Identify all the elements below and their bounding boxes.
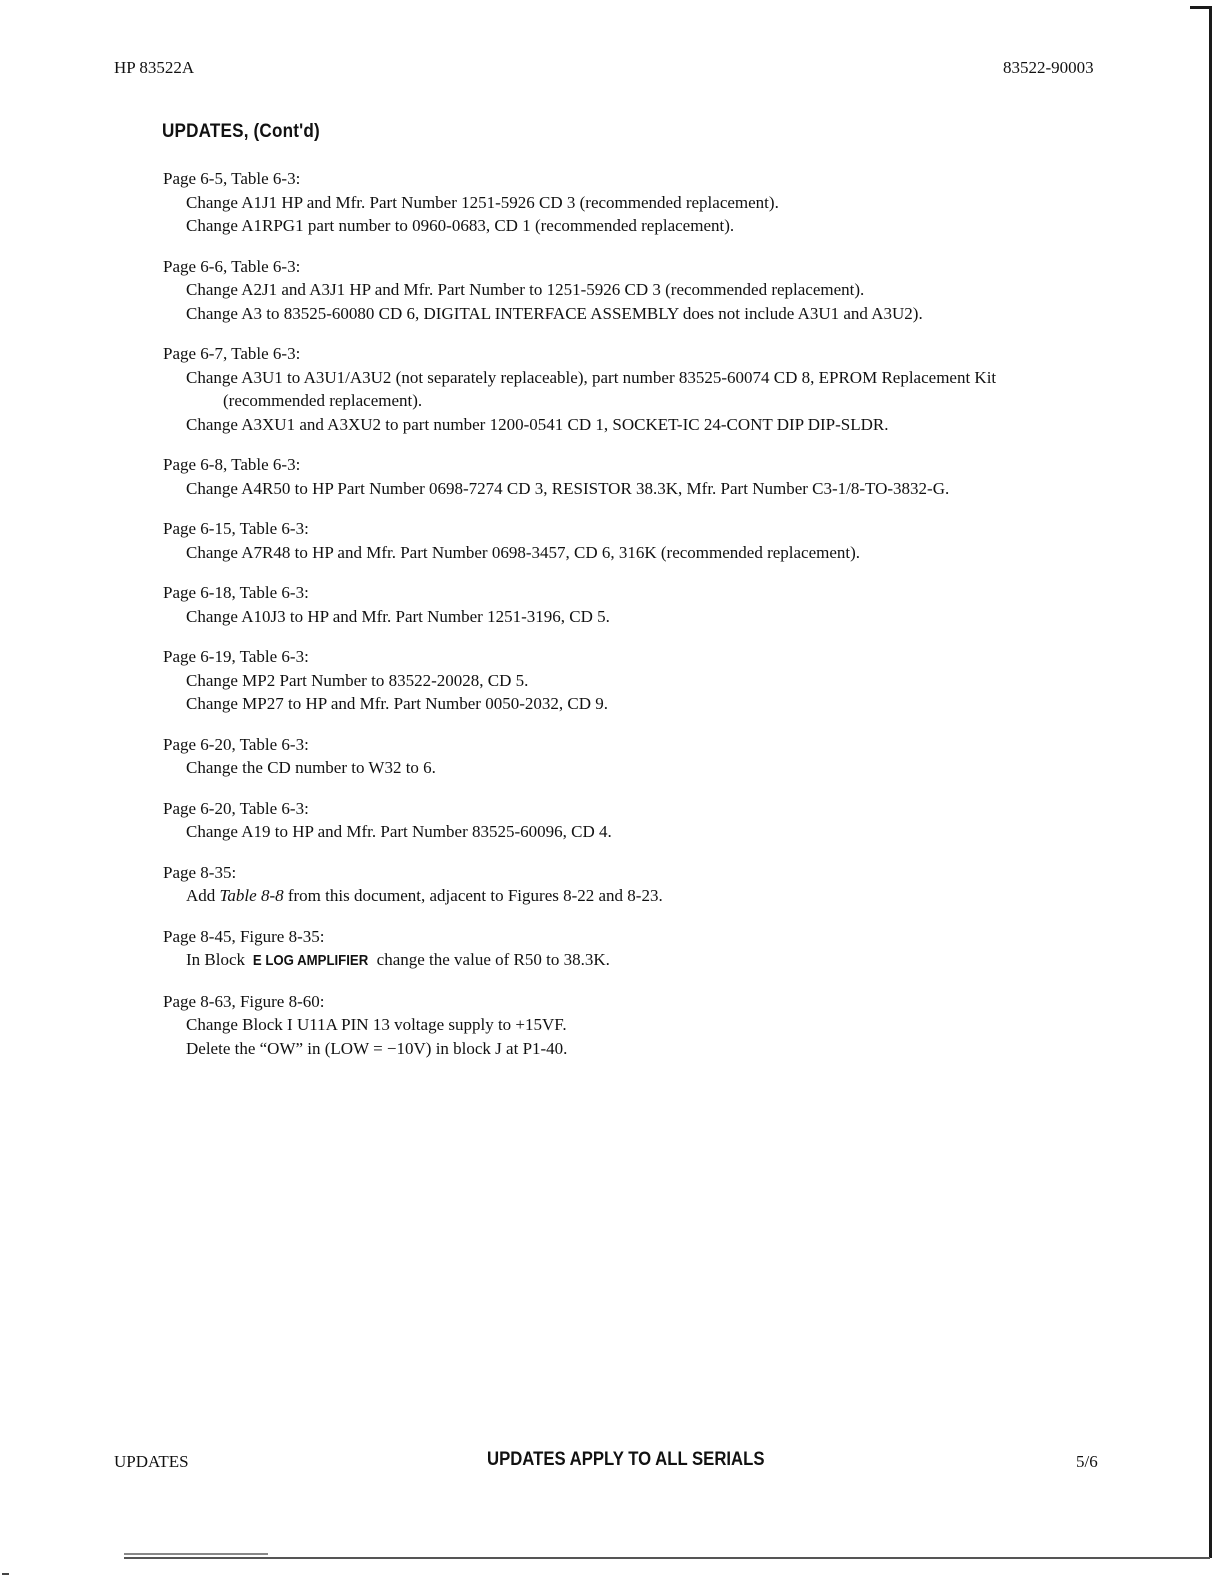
update-entry — [163, 453, 1073, 500]
change-line: Change A19 to HP and Mfr. Part Number 83525-60096, CD 4. — [186, 822, 612, 841]
update-entry — [163, 861, 1073, 908]
page-reference: Page 6-19, Table 6-3: — [163, 647, 309, 666]
page-reference: Page 6-5, Table 6-3: — [163, 169, 301, 188]
change-text: change the value of R50 to 38.3K. — [372, 950, 610, 969]
page-number: 5/6 — [1076, 1452, 1098, 1471]
change-line: Change A2J1 and A3J1 HP and Mfr. Part Number to 1251-5926 CD 3 (recommended replacement). — [186, 280, 865, 299]
bottom-rule-short — [124, 1553, 268, 1555]
change-line: Change A7R48 to HP and Mfr. Part Number 0698-3457, CD 6, 316K (recommended replacement). — [186, 542, 861, 562]
updates-list — [163, 167, 1073, 1077]
change-line — [186, 948, 1073, 973]
footer-notice: UPDATES APPLY TO ALL SERIALS — [487, 1449, 765, 1470]
page-reference: Page 8-63, Figure 8-60: — [163, 991, 325, 1011]
header-document-number: 83522-90003 — [1003, 58, 1094, 77]
page-reference: Page 6-6, Table 6-3: — [163, 256, 301, 276]
corner-mark — [2, 1573, 9, 1575]
footer-section-label: UPDATES — [114, 1452, 189, 1471]
update-entry — [163, 797, 1073, 844]
page-reference: Page 6-8, Table 6-3: — [163, 455, 301, 474]
change-line: Change MP2 Part Number to 83522-20028, CD 5. — [186, 670, 529, 690]
update-entry — [163, 342, 1073, 436]
page-edge-right — [1209, 6, 1212, 1558]
change-line — [186, 884, 1073, 908]
change-line: Change MP27 to HP and Mfr. Part Number 0050-2032, CD 9. — [186, 694, 608, 713]
change-line: Change A4R50 to HP Part Number 0698-7274 CD 3, RESISTOR 38.3K, Mfr. Part Number C3-1/8-TO-3832-G. — [186, 478, 950, 498]
page-reference: Page 6-18, Table 6-3: — [163, 583, 309, 602]
block-name: E LOG AMPLIFIER — [253, 952, 369, 969]
change-line: Change A10J3 to HP and Mfr. Part Number 1251-3196, CD 5. — [186, 606, 610, 626]
update-entry — [163, 733, 1073, 780]
table-reference: Table 8-8 — [219, 886, 284, 905]
page-reference: Page 6-7, Table 6-3: — [163, 344, 301, 363]
page-reference: Page 8-35: — [163, 862, 237, 882]
update-entry — [163, 925, 1073, 973]
bottom-rule — [124, 1557, 1210, 1559]
change-line: Delete the “OW” in (LOW = −10V) in block J at P1-40. — [186, 1038, 568, 1058]
page-reference: Page 6-20, Table 6-3: — [163, 734, 309, 754]
change-text: In Block — [186, 950, 250, 969]
change-line: Change A3U1 to A3U1/A3U2 (not separately replaceable), part number 83525-60074 CD 8, EPROM Replacement Kit (recommended replacement). — [186, 367, 997, 410]
change-line: Change A3 to 83525-60080 CD 6, DIGITAL INTERFACE ASSEMBLY does not include A3U1 and A3U2). — [186, 303, 923, 323]
section-heading: UPDATES, (Cont'd) — [162, 121, 320, 142]
change-line: Change the CD number to W32 to 6. — [186, 758, 436, 777]
change-text: Add — [186, 886, 220, 905]
update-entry — [163, 990, 1073, 1061]
page-reference: Page 6-20, Table 6-3: — [163, 798, 309, 818]
update-entry — [163, 645, 1073, 716]
change-line: Change Block I U11A PIN 13 voltage supply to +15VF. — [186, 1015, 567, 1034]
header-model: HP 83522A — [114, 58, 195, 77]
update-entry — [163, 581, 1073, 628]
change-line: Change A1RPG1 part number to 0960-0683, CD 1 (recommended replacement). — [186, 216, 735, 235]
update-entry — [163, 255, 1073, 326]
update-entry — [163, 517, 1073, 564]
change-line: Change A1J1 HP and Mfr. Part Number 1251-5926 CD 3 (recommended replacement). — [186, 192, 779, 212]
change-line: Change A3XU1 and A3XU2 to part number 1200-0541 CD 1, SOCKET-IC 24-CONT DIP DIP-SLDR. — [186, 414, 889, 434]
page-reference: Page 6-15, Table 6-3: — [163, 519, 309, 538]
page-reference: Page 8-45, Figure 8-35: — [163, 926, 325, 946]
update-entry — [163, 167, 1073, 238]
change-text: from this document, adjacent to Figures 8-22 and 8-23. — [283, 886, 663, 905]
